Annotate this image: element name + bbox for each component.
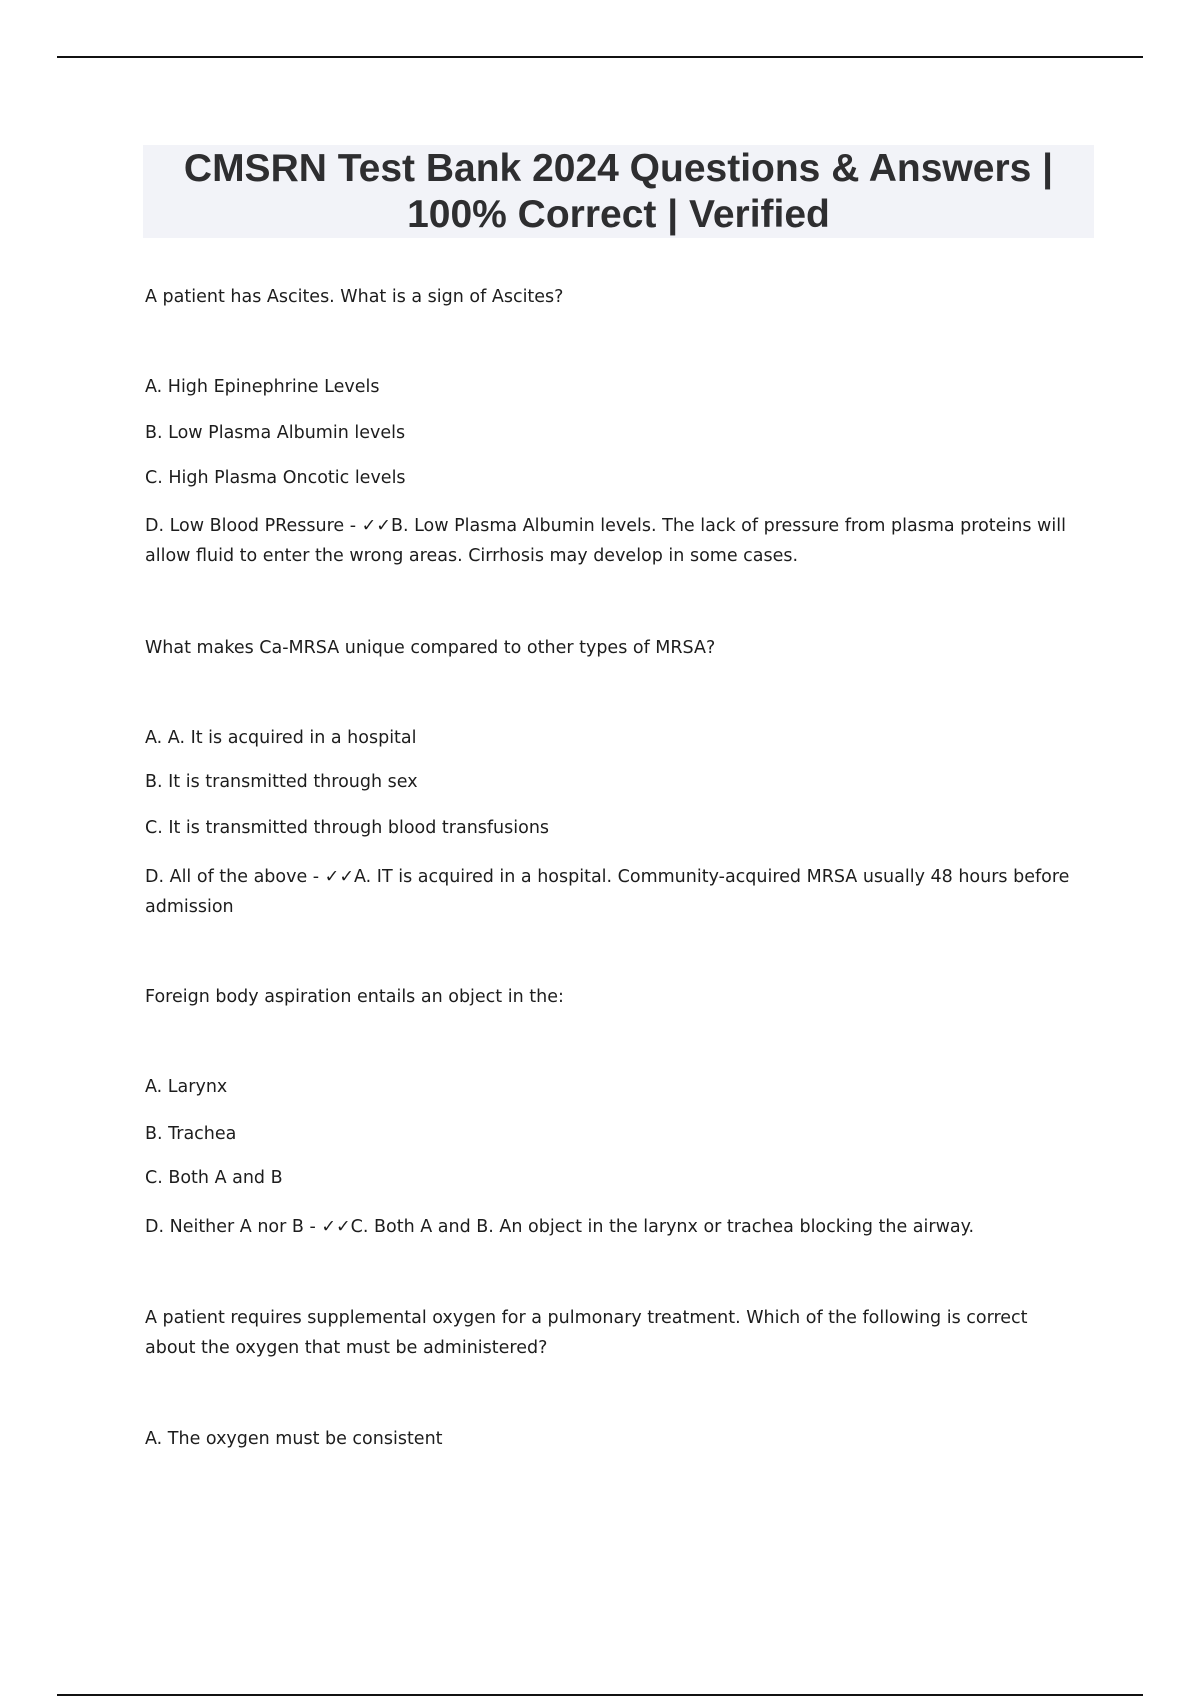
document-title xyxy=(184,146,1053,238)
question-1-option-b: B. Low Plasma Albumin levels xyxy=(145,423,406,443)
question-2-text: What makes Ca-MRSA unique compared to other types of MRSA? xyxy=(145,638,716,658)
title-banner xyxy=(143,145,1094,238)
question-4-text: A patient requires supplemental oxygen for a pulmonary treatment. Which of the following is correct about the oxygen that must be administered? xyxy=(145,1308,1028,1358)
question-1-option-a: A. High Epinephrine Levels xyxy=(145,377,380,397)
question-2-option-a: A. A. It is acquired in a hospital xyxy=(145,728,417,748)
question-3-option-a: A. Larynx xyxy=(145,1077,228,1097)
question-3-option-d-answer: D. Neither A nor B - ✓✓C. Both A and B. An object in the larynx or trachea blocking the airway. xyxy=(145,1217,975,1237)
footer-rule xyxy=(57,1694,1143,1696)
document-title-line-2: 100% Correct | Verified xyxy=(407,192,830,236)
question-4-option-a: A. The oxygen must be consistent xyxy=(145,1429,443,1449)
question-3-option-b: B. Trachea xyxy=(145,1124,237,1144)
question-2-option-d-answer: D. All of the above - ✓✓A. IT is acquired in a hospital. Community-acquired MRSA usually 48 hours before admission xyxy=(145,867,1070,917)
question-1-option-c: C. High Plasma Oncotic levels xyxy=(145,468,406,488)
question-3-option-c: C. Both A and B xyxy=(145,1168,283,1188)
question-1-option-d-answer: D. Low Blood PRessure - ✓✓B. Low Plasma Albumin levels. The lack of pressure from plasma proteins will allow fluid to enter the wrong areas. Cirrhosis may develop in some cases. xyxy=(145,516,1066,566)
question-3-text: Foreign body aspiration entails an object in the: xyxy=(145,987,564,1007)
document-title-line-1: CMSRN Test Bank 2024 Questions & Answers | xyxy=(183,146,1054,190)
question-2-option-c: C. It is transmitted through blood transfusions xyxy=(145,818,550,838)
header-rule xyxy=(57,56,1143,58)
question-2-option-b: B. It is transmitted through sex xyxy=(145,772,418,792)
question-1-text: A patient has Ascites. What is a sign of Ascites? xyxy=(145,287,564,307)
